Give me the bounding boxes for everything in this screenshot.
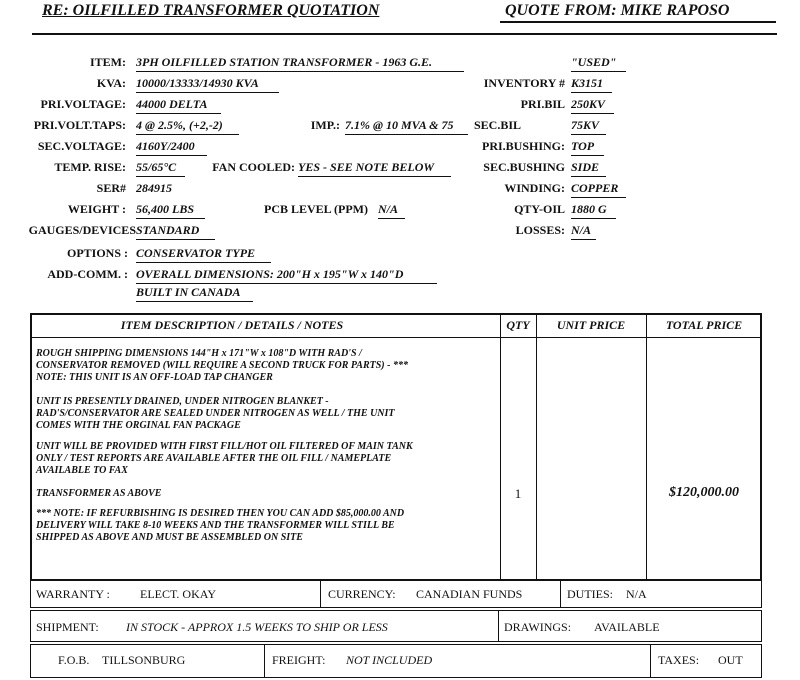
warranty-value: ELECT. OKAY xyxy=(140,587,216,601)
item-value: 3PH OILFILLED STATION TRANSFORMER - 1963 G.E. xyxy=(136,55,464,72)
gauges-value: STANDARD xyxy=(136,223,215,240)
temp-rise-label: TEMP. RISE: xyxy=(54,160,126,174)
warranty-div-1 xyxy=(320,580,321,608)
header-unit-price: UNIT PRICE xyxy=(556,318,626,332)
fob-div-2 xyxy=(650,644,651,678)
imp-label: IMP.: xyxy=(310,118,340,132)
pri-bil-label: PRI.BIL xyxy=(520,97,565,111)
winding-label: WINDING: xyxy=(504,181,565,195)
used-value: "USED" xyxy=(571,55,626,72)
note-oil-fill: UNIT WILL BE PROVIDED WITH FIRST FILL/HOT OIL FILTERED OF MAIN TANK ONLY / TEST REPORTS ARE AVAILABLE AFTER THE OIL FILL / NAMEPLATE AVAILABLE TO FAX xyxy=(36,441,413,476)
pcb-level-label: PCB LEVEL (PPM) xyxy=(264,202,368,216)
pri-volt-taps-value: 4 @ 2.5%, (+2,-2) xyxy=(136,118,239,135)
shipment-label: SHIPMENT: xyxy=(36,620,99,634)
add-comm-label: ADD-COMM. : xyxy=(47,267,128,281)
inventory-value: K3151 xyxy=(571,76,612,93)
fob-div-1 xyxy=(264,644,265,678)
sec-voltage-label: SEC.VOLTAGE: xyxy=(37,139,126,153)
ser-label: SER# xyxy=(96,181,126,195)
weight-label: WEIGHT : xyxy=(67,202,126,216)
duties-label: DUTIES: xyxy=(567,587,613,601)
header-description: ITEM DESCRIPTION / DETAILS / NOTES xyxy=(120,318,344,332)
warranty-div-2 xyxy=(560,580,561,608)
weight-value: 56,400 LBS xyxy=(136,202,205,219)
kva-label: KVA: xyxy=(96,76,126,90)
note-shipping: ROUGH SHIPPING DIMENSIONS 144"H x 171"W x 108"D WITH RAD'S / CONSERVATOR REMOVED (WILL REQUIRE A SECOND TRUCK FOR PARTS) - *** NOTE: THIS UNIT IS AN OFF-LOAD TAP CHANGER xyxy=(36,348,408,383)
quote-title: RE: OILFILLED TRANSFORMER QUOTATION xyxy=(42,2,380,19)
header-total-price: TOTAL PRICE xyxy=(665,318,743,332)
table-header-rule xyxy=(30,337,762,338)
pcb-level-value: N/A xyxy=(378,202,405,219)
pri-volt-taps-label: PRI.VOLT.TAPS: xyxy=(33,118,126,132)
ser-value: 284915 xyxy=(136,181,172,195)
shipment-value: IN STOCK - APPROX 1.5 WEEKS TO SHIP OR LESS xyxy=(126,620,388,634)
table-col-qty xyxy=(500,313,501,581)
sec-voltage-value: 4160Y/2400 xyxy=(136,139,207,156)
losses-label: LOSSES: xyxy=(515,223,565,237)
note-drained: UNIT IS PRESENTLY DRAINED, UNDER NITROGEN BLANKET - RAD'S/CONSERVATOR ARE SEALED UNDER NITROGEN AS WELL / THE UNIT COMES WITH THE ORGINAL FAN PACKAGE xyxy=(36,396,395,431)
taxes-label: TAXES: xyxy=(658,653,700,667)
fob-value: TILLSONBURG xyxy=(102,653,186,667)
taxes-value: OUT xyxy=(718,653,743,667)
header-underline-right xyxy=(500,21,776,23)
pri-voltage-value: 44000 DELTA xyxy=(136,97,221,114)
kva-value: 10000/13333/14930 KVA xyxy=(136,76,279,93)
quote-from: QUOTE FROM: MIKE RAPOSO xyxy=(505,2,730,19)
inventory-label: INVENTORY # xyxy=(483,76,565,90)
sec-bushing-value: SIDE xyxy=(571,160,606,177)
header-qty: QTY xyxy=(506,318,530,332)
header-divider xyxy=(32,33,777,35)
gauges-label: GAUGES/DEVICES xyxy=(28,223,136,237)
drawings-label: DRAWINGS: xyxy=(504,620,572,634)
currency-value: CANADIAN FUNDS xyxy=(416,587,523,601)
qty-oil-label: QTY-OIL xyxy=(514,202,565,216)
pri-bushing-value: TOP xyxy=(571,139,604,156)
add-comm-value-1: OVERALL DIMENSIONS: 200"H x 195"W x 140"D xyxy=(136,267,437,284)
warranty-label: WARRANTY : xyxy=(36,587,110,601)
temp-rise-value: 55/65°C xyxy=(136,160,185,177)
freight-value: NOT INCLUDED xyxy=(346,653,433,667)
qty-value: 1 xyxy=(514,486,522,501)
table-col-unit xyxy=(536,313,537,581)
drawings-value: AVAILABLE xyxy=(594,620,660,634)
note-refurbishing: *** NOTE: IF REFURBISHING IS DESIRED THEN YOU CAN ADD $85,000.00 AND DELIVERY WILL TAKE 8-10 WEEKS AND THE TRANSFORMER WILL STILL BE SHIPPED AS ABOVE AND MUST BE ASSEMBLED ON SITE xyxy=(36,508,405,543)
add-comm-value-2: BUILT IN CANADA xyxy=(136,285,253,302)
sec-bil-value: 75KV xyxy=(571,118,606,135)
item-label: ITEM: xyxy=(90,55,126,69)
fan-cooled-label: FAN COOLED: xyxy=(212,160,295,174)
total-price-value: $120,000.00 xyxy=(669,485,739,500)
pri-bushing-label: PRI.BUSHING: xyxy=(481,139,565,153)
note-transformer: TRANSFORMER AS ABOVE xyxy=(36,488,162,499)
imp-value: 7.1% @ 10 MVA & 75 xyxy=(345,118,468,135)
duties-value: N/A xyxy=(626,587,647,601)
pri-bil-value: 250KV xyxy=(571,97,614,114)
shipment-div xyxy=(498,610,499,642)
sec-bushing-label: SEC.BUSHING xyxy=(483,160,565,174)
winding-value: COPPER xyxy=(571,181,626,198)
currency-label: CURRENCY: xyxy=(328,587,396,601)
freight-label: FREIGHT: xyxy=(272,653,326,667)
losses-value: N/A xyxy=(571,223,596,240)
fob-label: F.O.B. xyxy=(58,653,90,667)
sec-bil-label: SEC.BIL xyxy=(473,118,521,132)
table-col-total xyxy=(646,313,647,581)
options-label: OPTIONS : xyxy=(66,246,128,260)
options-value: CONSERVATOR TYPE xyxy=(136,246,271,263)
qty-oil-value: 1880 G xyxy=(571,202,616,219)
fan-cooled-value: YES - SEE NOTE BELOW xyxy=(298,160,451,177)
pri-voltage-label: PRI.VOLTAGE: xyxy=(40,97,126,111)
